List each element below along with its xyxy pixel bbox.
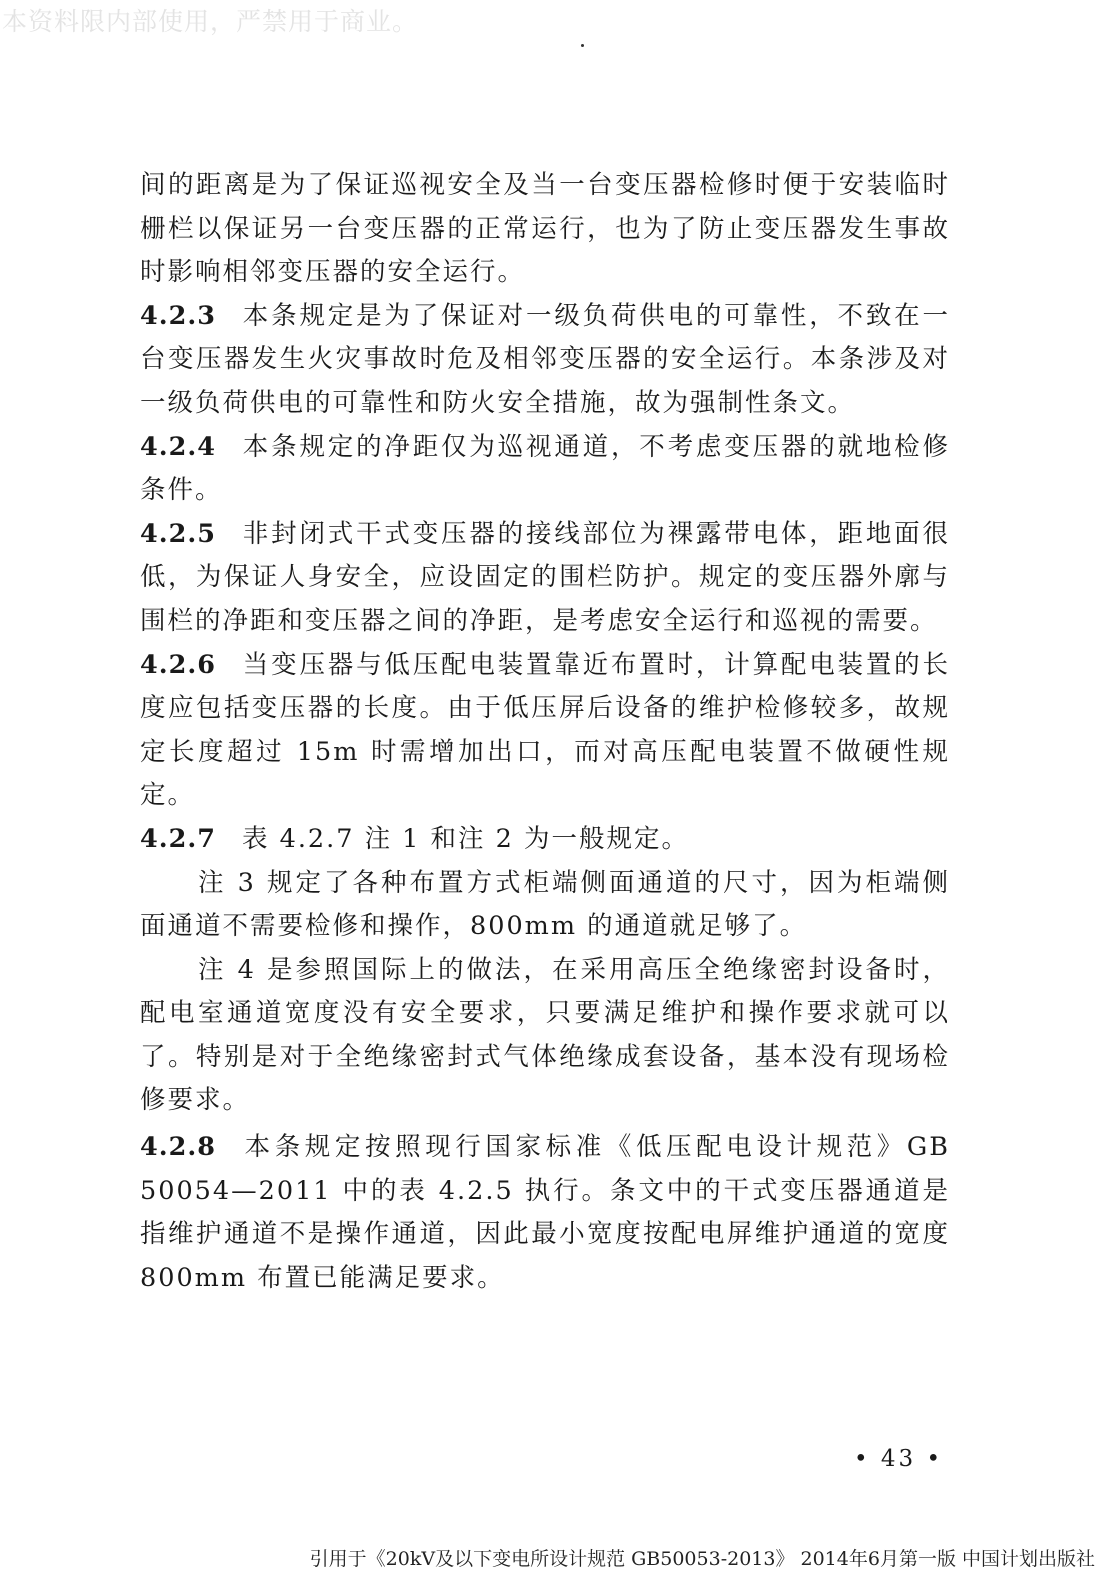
clause-4-2-7 <box>140 818 950 862</box>
scan-speck <box>581 44 584 47</box>
clause-text: 本条规定按照现行国家标准《低压配电设计规范》GB 50054—2011 中的表 4.2.5 执行。条文中的干式变压器通道是指维护通道不是操作通道，因此最小宽度按配电屏维护通道的宽度 800mm 布置已能满足要求。 <box>140 1132 950 1293</box>
paragraph-continuation <box>140 164 950 295</box>
clause-4-2-5 <box>140 513 950 644</box>
clause-text: 非封闭式干式变压器的接线部位为裸露带电体，距地面很低，为保证人身安全，应设固定的围栏防护。规定的变压器外廓与围栏的净距和变压器之间的净距，是考虑安全运行和巡视的需要。 <box>140 518 950 636</box>
paragraph-text: 间的距离是为了保证巡视安全及当一台变压器检修时便于安装临时栅栏以保证另一台变压器的正常运行，也为了防止变压器发生事故时影响相邻变压器的安全运行。 <box>140 170 950 288</box>
clause-4-2-6 <box>140 644 950 818</box>
watermark: 本资料限内部使用，严禁用于商业。 <box>2 7 419 36</box>
clause-text: 本条规定是为了保证对一级负荷供电的可靠性，不致在一台变压器发生火灾事故时危及相邻变压器的安全运行。本条涉及对一级负荷供电的可靠性和防火安全措施，故为强制性条文。 <box>140 300 950 418</box>
clause-number: 4.2.8 <box>140 1132 216 1162</box>
paragraph-text: 注 3 规定了各种布置方式柜端侧面通道的尺寸，因为柜端侧面通道不需要检修和操作，800mm 的通道就足够了。 <box>140 867 950 942</box>
note-4-paragraph <box>140 949 950 1123</box>
note-3-paragraph <box>140 862 950 949</box>
body-text-upper <box>140 164 950 1123</box>
clause-number: 4.2.3 <box>140 300 216 331</box>
clause-number: 4.2.5 <box>140 518 216 549</box>
clause-text: 本条规定的净距仅为巡视通道，不考虑变压器的就地检修条件。 <box>140 431 950 506</box>
paragraph-text: 注 4 是参照国际上的做法，在采用高压全绝缘密封设备时，配电室通道宽度没有安全要求，只要满足维护和操作要求就可以了。特别是对于全绝缘密封式气体绝缘成套设备，基本没有现场检修要求。 <box>140 954 950 1116</box>
page-number: • 43 • <box>854 1446 944 1472</box>
clause-4-2-8 <box>140 1126 950 1300</box>
clause-number: 4.2.6 <box>140 649 216 680</box>
clause-text: 表 4.2.7 注 1 和注 2 为一般规定。 <box>241 823 689 854</box>
clause-text: 当变压器与低压配电装置靠近布置时，计算配电装置的长度应包括变压器的长度。由于低压屏后设备的维护检修较多，故规定长度超过 15m 时需增加出口，而对高压配电装置不做硬性规定。 <box>140 649 950 811</box>
citation-footer: 引用于《20kV及以下变电所设计规范 GB50053-2013》 2014年6月第一版 中国计划出版社 <box>309 1548 1095 1570</box>
clause-4-2-3 <box>140 295 950 426</box>
body-text-lower <box>140 1126 950 1300</box>
clause-number: 4.2.7 <box>140 823 216 854</box>
clause-number: 4.2.4 <box>140 431 216 462</box>
clause-4-2-4 <box>140 426 950 513</box>
